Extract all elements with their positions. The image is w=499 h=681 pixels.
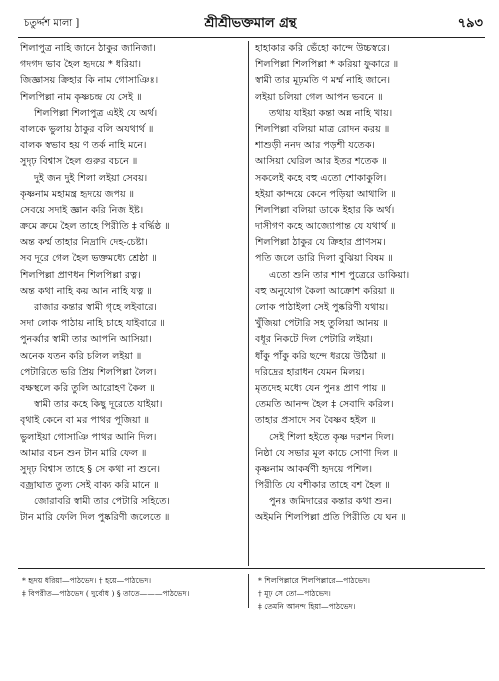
- verse-line: দুই জন দুই শিলা লইয়া সেবয়।: [34, 172, 148, 184]
- verse-line: শিলপিল্লা বলিয়া মাত্র রোদন করয় ॥: [255, 123, 390, 135]
- footnote-line: * শিলপিল্লারে শিলপিল্লারে—পাঠভেদ।: [258, 576, 371, 585]
- verse-line: তাহার প্রসাদে সব বৈষ্ণব হইল ॥: [255, 415, 376, 427]
- verse-line: বজ্রাঘাত তুল্য সেই বাক্য করি মানে ॥: [20, 480, 159, 492]
- right-footnotes: [258, 574, 483, 613]
- verse-line: শিলপিল্লা ঠাকুর যে ক্রিহার প্রাণসম।: [255, 237, 386, 249]
- verse-line: লইয়া চলিয়া গেল আপন ভবনে ॥: [255, 91, 383, 103]
- verse-line: সদা লোক পাঠায় নাহি চাহে যাইবারে ॥: [20, 318, 165, 330]
- book-title: শ্রীশ্রীভক্তমাল গ্রন্থ: [204, 16, 297, 31]
- verse-line: খুঁজিয়া পেটারি সহ তুলিয়া আনয় ॥: [255, 318, 388, 330]
- verse-line: পিরীতি যে বশীকার তাহে বশ হৈল ॥: [255, 480, 390, 492]
- verse-line: শিলাপুত্র নাহি জানে ঠাকুর জানিজা।: [20, 43, 156, 54]
- verse-line: মৃতদেহ মধ্যে যেন পুনঃ প্রাণ পায় ॥: [255, 382, 386, 394]
- verse-line: সব দূরে গেল হৈল ভক্তমধ্যে শ্রেষ্ঠা ॥: [20, 253, 157, 265]
- right-verse-column: [255, 41, 487, 527]
- verse-line: অইমনি শিলপিল্লা প্রতি পিরীতি যে ঘন ॥: [255, 512, 406, 524]
- verse-line: গদগদ ভাব হৈল হৃদয়ে * ধরিয়া।: [20, 59, 142, 71]
- verse-line: সুদৃঢ় বিশ্বাস তাহে § সে কথা না শুনে।: [20, 463, 161, 475]
- verse-line: বহু অনুযোগ কৈলা আক্রোশ করিয়া ॥: [255, 285, 395, 297]
- footnote-line: * হৃদয় ধরিয়া—পাঠভেদ। † হয়ে—পাঠভেদ।: [22, 576, 152, 585]
- page-header: [16, 14, 485, 34]
- verse-line: বালকে ভুলায় ঠাকুর বলি অযথার্থ ॥: [20, 123, 154, 135]
- verse-line: কৃষ্ণনাম আকর্ষণী হৃদয়ে পশিল।: [255, 463, 373, 475]
- verse-line: ভুলাইয়া গোসাঞি পাথর আনি দিল।: [20, 431, 157, 443]
- verse-line: টান মারি ফেলি দিল পুষ্করিণী জলেতে ॥: [20, 512, 170, 524]
- footnote-rule: [18, 568, 485, 569]
- verse-line: লোক পাঠাইলা সেই পুষ্করিণী যথায়।: [255, 302, 389, 313]
- verse-line: পেটারিতে ভরি প্রিয় শিলপিল্লা লৈল।: [20, 366, 157, 378]
- chapter-label: চতুর্দ্দশ মালা ]: [24, 18, 80, 29]
- verse-line: সুদৃঢ় বিশ্বাস হৈল গুরুর বচনে ॥: [20, 156, 138, 168]
- left-footnotes: [22, 574, 247, 600]
- verse-line: শাশুড়ী ননদ আর পড়শী যতেক।: [255, 140, 375, 152]
- footnote-line: † মূঢ় সে তো—পাঠভেদ।: [258, 589, 331, 598]
- verse-line: হাহাকার করি ভেঁহো কান্দে উচ্চস্বরে।: [255, 43, 390, 54]
- verse-line: বক্ষস্থলে করি তুলি আরোহণ কৈল ॥: [20, 382, 155, 394]
- verse-line: বালক স্বভাব হয় ণ তর্ক নাহি মনে।: [20, 140, 147, 152]
- column-divider: [248, 41, 249, 566]
- verse-line: সকলেই কহে বহু এতো শোকাকুলি।: [255, 172, 387, 184]
- verse-line: কৃষ্ণনাম মহামন্ত্র হৃদয়ে জপয় ॥: [20, 188, 135, 200]
- verse-line: সেই শিলা হইতে কৃষ্ণ দরশন দিল।: [269, 431, 395, 443]
- footnote-divider: [248, 574, 249, 608]
- verse-line: শিলপিল্লা প্রাণধন শিলপিল্লা রত্ন।: [20, 269, 141, 281]
- left-verse-column: [20, 41, 252, 527]
- verse-line: জিজ্ঞাসয় ক্রিহার কি নাম গোসাঞিঃ।: [20, 75, 159, 87]
- verse-line: ক্রমে ক্রমে হৈল তাহে পিরীতি ‡ বর্দ্ধিষ্ঠ ॥: [20, 221, 170, 233]
- verse-line: এতো শুনি তার শাশ পুত্রেরে ডাকিয়া।: [269, 269, 410, 281]
- verse-line: হইয়া কান্দয়ে কেনে পড়িয়া আথালি ॥: [255, 188, 396, 200]
- verse-line: শিলপিল্লা নাম কৃষ্ণচন্দ্র যে সেই ॥: [20, 91, 142, 103]
- verse-line: শিলপিল্লা শিলপিল্লা * করিয়া ফুকারে ॥: [255, 59, 399, 71]
- verse-line: সেবয়ে সদাই জ্ঞান করি নিজ ইষ্ট।: [20, 204, 144, 216]
- footnote-line: ‡ তেমনি আনন্দ হিয়া—পাঠভেদ।: [258, 602, 356, 611]
- footnote-line: ‡ বিপরীত—পাঠভেদ ( দুর্বোধ ) § তাতে———পাঠভেদ।: [22, 589, 190, 598]
- verse-line: আমার বচন শুন টান মারি ফেল ॥: [20, 447, 147, 459]
- verse-line: অন্ত কর্ম্ম তাহার নিদ্রাদি দেহ-চেষ্টা।: [20, 237, 148, 249]
- header-rule: [18, 37, 485, 38]
- verse-line: তেমতি আনন্দ হৈল ‡ সেবাদি করিল।: [255, 399, 394, 411]
- verse-line: তথায় যাইয়া কন্তা অন্ন নাহি খায়।: [269, 107, 393, 119]
- verse-line: আসিয়া ঘেরিল আর ইতর শতেক ॥: [255, 156, 387, 168]
- verse-line: জোরাবরি স্বামী তার পেটারি সহিতে।: [34, 496, 170, 508]
- verse-line: দাসীগণ কহে আজ্যোপান্ত যে যথার্থ ॥: [255, 221, 396, 233]
- verse-line: পুনঃ জমিদারের কন্তার কথা শুন।: [269, 496, 392, 508]
- verse-line: পুনর্ব্বার স্বামী তার আপনি আসিয়া।: [20, 334, 152, 346]
- verse-line: স্বামী তার মূঢ়মতি ণ মর্ম্ম নাহি জানে।: [255, 75, 390, 87]
- verse-line: বৃথাই কেনে বা মর পাথর পূজিয়া ॥: [20, 415, 150, 427]
- verse-line: ধাঁকু পাঁকু করি ছন্দে ধরয়ে উঠিয়া ॥: [255, 350, 386, 362]
- verse-line: রাজার কন্তার স্বামী গৃহে লইবারে।: [34, 302, 157, 313]
- verse-line: স্বামী তার কহে কিছু দূরেতে যাইয়া।: [34, 399, 163, 411]
- verse-line: দরিদ্রের হারাধন যেমন মিলয়।: [255, 366, 365, 378]
- verse-line: অনেক যতন করি চলিল লইয়া ॥: [20, 350, 142, 362]
- verse-line: পতি জলে ডারি দিলা বুঝিয়া বিষম ॥: [255, 253, 393, 265]
- verse-line: শিলপিল্লা শিলাপুত্র এইই যে অর্থ।: [34, 107, 158, 119]
- verse-line: নিষ্ঠা যে সভার মূল কাচে সোণা দিল ॥: [255, 447, 398, 459]
- verse-line: বধূর নিকটে দিল পেটারি লইয়া।: [255, 334, 373, 346]
- page-number: ৭৯৩: [457, 16, 483, 31]
- verse-line: শিলপিল্লা বলিয়া ডাকে ইহার কি অর্থ।: [255, 204, 395, 216]
- verse-line: অন্ত কথা নাহি কয় আন নাহি যত্ন ॥: [20, 285, 152, 297]
